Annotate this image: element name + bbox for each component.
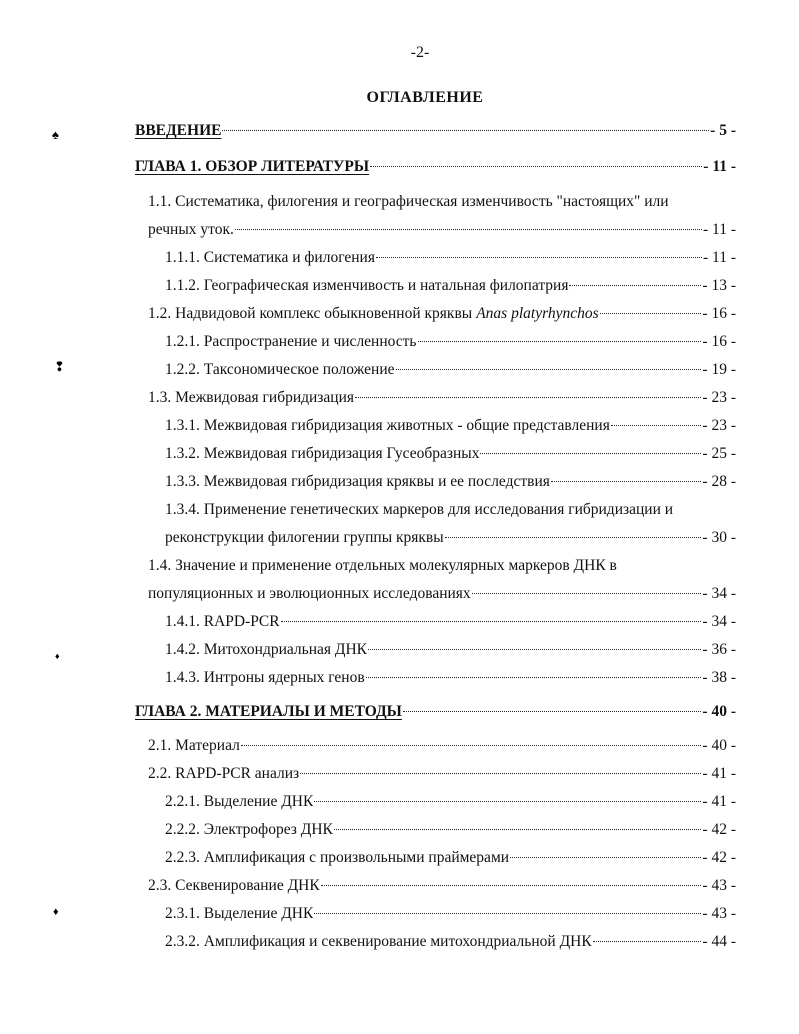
toc-entry-text: 1.3.1. Межвидовая гибридизация животных - общие представления xyxy=(165,417,610,434)
toc-entry-text: ВВЕДЕНИЕ xyxy=(135,122,222,139)
toc-entry-2-1[interactable] xyxy=(148,737,736,755)
toc-entry-text: 2.2.1. Выделение ДНК xyxy=(165,793,314,810)
toc-page-number: - 11 - xyxy=(703,221,736,238)
toc-entry-text: 1.1.2. Географическая изменчивость и натальная филопатрия xyxy=(165,277,569,294)
toc-entry-1-3[interactable] xyxy=(148,389,736,407)
toc-entry-text: 2.2.3. Амплификация с произвольными праймерами xyxy=(165,849,510,866)
toc-entry-text: речных уток. xyxy=(148,221,234,238)
toc-entry-text: 2.3. Секвенирование ДНК xyxy=(148,877,320,894)
toc-entry-text: 2.1. Материал xyxy=(148,737,240,754)
dot-leader xyxy=(235,229,702,230)
toc-entry-1-4-2[interactable] xyxy=(165,641,736,659)
toc-entry-1-1-1[interactable] xyxy=(165,249,736,267)
toc-entry-text: 1.3. Межвидовая гибридизация xyxy=(148,389,355,406)
toc-page-number: - 11 - xyxy=(703,158,736,175)
dot-leader xyxy=(418,341,702,342)
dot-leader xyxy=(241,745,702,746)
toc-entry-intro[interactable] xyxy=(135,122,736,140)
toc-page-number: - 43 - xyxy=(702,877,736,894)
toc-entry-1-3-2[interactable] xyxy=(165,445,736,463)
dot-leader xyxy=(396,369,702,370)
toc-entry-text: ГЛАВА 1. ОБЗОР ЛИТЕРАТУРЫ xyxy=(135,158,370,175)
dot-leader xyxy=(480,453,701,454)
toc-entry-text: 1.4.3. Интроны ядерных генов xyxy=(165,669,365,686)
dot-leader xyxy=(370,166,702,167)
margin-mark-spade: ♠ xyxy=(52,127,59,142)
margin-mark-blot: ❢ xyxy=(54,359,65,374)
margin-mark-dot: ♦ xyxy=(55,651,60,661)
dot-leader xyxy=(300,773,701,774)
dot-leader xyxy=(222,130,709,131)
toc-entry-species: Anas platyrhynchos xyxy=(476,305,599,322)
toc-entry-text: 1.3.2. Межвидовая гибридизация Гусеобразных xyxy=(165,445,480,462)
toc-entry-text: 2.3.2. Амплификация и секвенирование митохондриальной ДНК xyxy=(165,933,592,950)
toc-entry-1-2-1[interactable] xyxy=(165,333,736,351)
dot-leader xyxy=(569,285,701,286)
toc-entry-text: 2.2.2. Электрофорез ДНК xyxy=(165,821,333,838)
dot-leader xyxy=(355,397,701,398)
dot-leader xyxy=(551,481,702,482)
toc-page-number: - 43 - xyxy=(702,905,736,922)
toc-page-number: - 25 - xyxy=(702,445,736,462)
toc-page-number: - 42 - xyxy=(702,849,736,866)
toc-page-number: - 11 - xyxy=(703,249,736,266)
toc-page-number: - 34 - xyxy=(702,613,736,630)
toc-entry-1-3-4[interactable] xyxy=(165,529,736,547)
dot-leader xyxy=(314,801,701,802)
toc-entry-2-3[interactable] xyxy=(148,877,736,895)
toc-entry-text: 2.3.1. Выделение ДНК xyxy=(165,905,314,922)
toc-entry-text: 2.2. RAPD-PCR анализ xyxy=(148,765,300,782)
toc-entry-1-3-4-line1[interactable]: 1.3.4. Применение генетических маркеров для исследования гибридизации и xyxy=(165,501,674,518)
dot-leader xyxy=(281,621,702,622)
toc-entry-text: 1.1.1. Систематика и филогения xyxy=(165,249,375,266)
toc-entry-text: 1.2. Надвидовой комплекс обыкновенной кряквы xyxy=(148,305,473,322)
dot-leader xyxy=(593,941,702,942)
toc-page-number: - 5 - xyxy=(710,122,736,139)
toc-entry-2-2[interactable] xyxy=(148,765,736,783)
toc-entry-1-3-1[interactable] xyxy=(165,417,736,435)
toc-entry-2-2-1[interactable] xyxy=(165,793,736,811)
toc-page-number: - 41 - xyxy=(702,765,736,782)
toc-entry-1-4-line1[interactable]: 1.4. Значение и применение отдельных молекулярных маркеров ДНК в xyxy=(148,557,617,574)
page-title: ОГЛАВЛЕНИЕ xyxy=(366,89,484,106)
dot-leader xyxy=(445,537,702,538)
toc-entry-1-4[interactable] xyxy=(148,585,736,603)
toc-page-number: - 19 - xyxy=(702,361,736,378)
toc-entry-1-1[interactable] xyxy=(148,221,736,239)
toc-entry-text: 1.2.1. Распространение и численность xyxy=(165,333,417,350)
toc-page-number: - 16 - xyxy=(702,333,736,350)
dot-leader xyxy=(368,649,701,650)
toc-page-number: - 40 - xyxy=(702,703,736,720)
toc-entry-chapter-1[interactable] xyxy=(135,158,736,176)
dot-leader xyxy=(321,885,702,886)
margin-mark-diamond: ♦ xyxy=(53,906,59,918)
toc-entry-chapter-2[interactable] xyxy=(135,703,736,721)
dot-leader xyxy=(510,857,701,858)
toc-entry-text: реконструкции филогении группы кряквы xyxy=(165,529,444,546)
toc-page-number: - 41 - xyxy=(702,793,736,810)
toc-entry-text: 1.4.1. RAPD-PCR xyxy=(165,613,280,630)
toc-page-number: - 13 - xyxy=(702,277,736,294)
toc-entry-1-4-3[interactable] xyxy=(165,669,736,687)
toc-page-number: - 36 - xyxy=(702,641,736,658)
toc-page-number: - 44 - xyxy=(702,933,736,950)
toc-entry-1-4-1[interactable] xyxy=(165,613,736,631)
toc-entry-2-2-2[interactable] xyxy=(165,821,736,839)
toc-entry-1-1-2[interactable] xyxy=(165,277,736,295)
toc-page-number: - 23 - xyxy=(702,417,736,434)
dot-leader xyxy=(600,313,702,314)
dot-leader xyxy=(611,425,702,426)
dot-leader xyxy=(366,677,702,678)
toc-entry-1-2-2[interactable] xyxy=(165,361,736,379)
page-number: -2- xyxy=(410,44,430,61)
toc-page-number: - 34 - xyxy=(702,585,736,602)
toc-entry-text: 1.3.3. Межвидовая гибридизация кряквы и ее последствия xyxy=(165,473,550,490)
dot-leader xyxy=(334,829,702,830)
toc-entry-text: популяционных и эволюционных исследованиях xyxy=(148,585,471,602)
dot-leader xyxy=(376,257,702,258)
toc-entry-2-2-3[interactable] xyxy=(165,849,736,867)
toc-page-number: - 42 - xyxy=(702,821,736,838)
toc-entry-1-3-3[interactable] xyxy=(165,473,736,491)
toc-entry-1-1-line1[interactable]: 1.1. Систематика, филогения и географическая изменчивость "настоящих" или xyxy=(148,193,669,210)
toc-page-number: - 40 - xyxy=(702,737,736,754)
toc-entry-1-2[interactable] xyxy=(148,305,736,323)
dot-leader xyxy=(403,711,702,712)
toc-entry-text: 1.4.2. Митохондриальная ДНК xyxy=(165,641,367,658)
toc-page-number: - 38 - xyxy=(702,669,736,686)
toc-entry-2-3-2[interactable] xyxy=(165,933,736,951)
toc-page-number: - 23 - xyxy=(702,389,736,406)
toc-entry-text: ГЛАВА 2. МАТЕРИАЛЫ И МЕТОДЫ xyxy=(135,703,402,720)
toc-page-number: - 30 - xyxy=(702,529,736,546)
toc-page-number: - 16 - xyxy=(702,305,736,322)
toc-entry-text: 1.2.2. Таксономическое положение xyxy=(165,361,395,378)
dot-leader xyxy=(472,593,702,594)
toc-page-number: - 28 - xyxy=(702,473,736,490)
dot-leader xyxy=(314,913,701,914)
toc-entry-2-3-1[interactable] xyxy=(165,905,736,923)
